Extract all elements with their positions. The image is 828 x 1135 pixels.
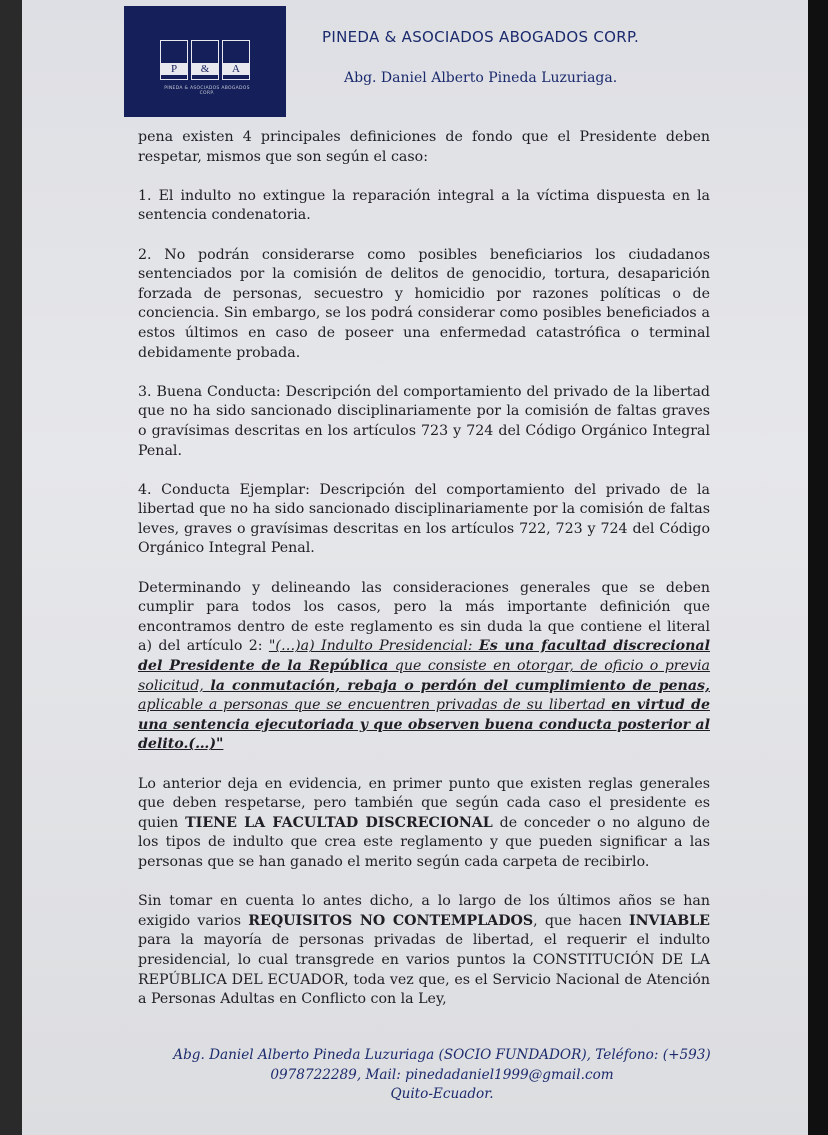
quote-part: aplicable a personas que se encuentren privadas de su libertad — [138, 697, 612, 714]
quote-part-bold: en virtud de una sentencia ejecutoriada y que observen buena conducta posterior al delito.(…)" — [138, 697, 710, 753]
logo-box-p — [160, 40, 188, 80]
logo-letter: & — [192, 63, 218, 75]
paragraph-point-3: 3. Buena Conducta: Descripción del comportamiento del privado de la libertad que no ha sido sancionado disciplinariamente por la comisión de faltas graves o gravísimas descritas en los artículos 723 y 724 del Código Orgánico Integral Penal. — [138, 383, 710, 459]
footer-line-3: Quito-Ecuador. — [390, 1086, 494, 1103]
photo-background-left — [0, 0, 22, 1135]
firm-name: PINEDA & ASOCIADOS ABOGADOS CORP. — [322, 28, 640, 46]
quoted-article — [138, 638, 710, 752]
paragraph-article-quote — [138, 579, 710, 755]
document-body — [138, 128, 710, 1029]
photo-background-right — [808, 0, 828, 1135]
quote-part: "(…)a) Indulto Presidencial: — [268, 638, 479, 655]
paragraph-requirements — [138, 892, 710, 1010]
paragraph-point-1: 1. El indulto no extingue la reparación integral a la víctima dispuesta en la sentencia condenatoria. — [138, 187, 710, 224]
emphasis-text: TIENE LA FACULTAD DISCRECIONAL — [185, 814, 493, 831]
document-footer — [142, 1046, 742, 1105]
document-page — [22, 0, 808, 1135]
text-run: , que hacen — [533, 912, 629, 929]
paragraph-intro: pena existen 4 principales definiciones de fondo que el Presidente deben respetar, mismos que son según el caso: — [138, 129, 710, 165]
logo-letter: P — [161, 63, 187, 75]
paragraph-discretion — [138, 775, 710, 873]
paragraph-point-4: 4. Conducta Ejemplar: Descripción del comportamiento del privado de la libertad que no ha sido sancionado disciplinariamente por la comisión de faltas leves, graves o gravísimas descritas en los artículos 722, 723 y 724 del Código Orgánico Integral Penal. — [138, 481, 710, 557]
emphasis-text: REQUISITOS NO CONTEMPLADOS — [248, 912, 534, 929]
quote-intro: Determinando y delineando las consideraciones generales que se deben cumplir para todos los casos, pero la más importante definición que encontramos dentro de este reglamento es sin duda la que contiene el literal a) del artículo 2: — [138, 579, 710, 655]
logo-box-a — [222, 40, 250, 80]
quote-part-bold: la conmutación, rebaja o perdón del cumplimiento de penas, — [210, 677, 710, 694]
quote-part: que consiste en otorgar, de oficio o previa solicitud, — [138, 658, 710, 694]
lawyer-name: Abg. Daniel Alberto Pineda Luzuriaga. — [344, 70, 618, 86]
quote-part-bold: Es una facultad discrecional del Presidente de la República — [138, 638, 711, 675]
text-run: de conceder o no alguno de los tipos de indulto que crea este reglamento y que pueden significar a las personas que se han ganado el merito según cada carpeta de recibirlo. — [138, 814, 711, 870]
firm-logo — [124, 6, 286, 117]
footer-line-1: Abg. Daniel Alberto Pineda Luzuriaga (SOCIO FUNDADOR), Teléfono: (+593) — [173, 1047, 711, 1063]
logo-tagline: PINEDA & ASOCIADOS ABOGADOS CORP. — [164, 86, 250, 96]
emphasis-text: INVIABLE — [628, 912, 710, 929]
text-run: para la mayoría de personas privadas de libertad, el requerir el indulto presidencial, lo cual transgrede en varios puntos la CONSTITUCIÓN DE LA REPÚBLICA DEL ECUADOR, toda vez que, es el Servicio Nacional de Atención a Personas Adultas en Conflicto con la Ley, — [138, 932, 710, 1008]
paragraph-point-2: 2. No podrán considerarse como posibles beneficiarios los ciudadanos sentenciados por la comisión de delitos de genocidio, tortura, desaparición forzada de personas, secuestro y homicidio por razones políticas o de conciencia. Sin embargo, se los podrá considerar como posibles beneficiados a estos últimos en caso de poseer una enfermedad catastrófica o terminal debidamente probada. — [138, 246, 710, 361]
text-run: Lo anterior deja en evidencia, en primer punto que existen reglas generales que deben respetarse, pero también que según cada caso el presidente es quien — [138, 775, 710, 831]
logo-box-amp — [191, 40, 219, 80]
text-run: Sin tomar en cuenta lo antes dicho, a lo largo de los últimos años se han exigido varios — [138, 893, 710, 929]
logo-letters — [160, 40, 250, 80]
logo-letter: A — [223, 63, 249, 75]
footer-line-2: 0978722289, Mail: pinedadaniel1999@gmail.com — [270, 1066, 614, 1083]
